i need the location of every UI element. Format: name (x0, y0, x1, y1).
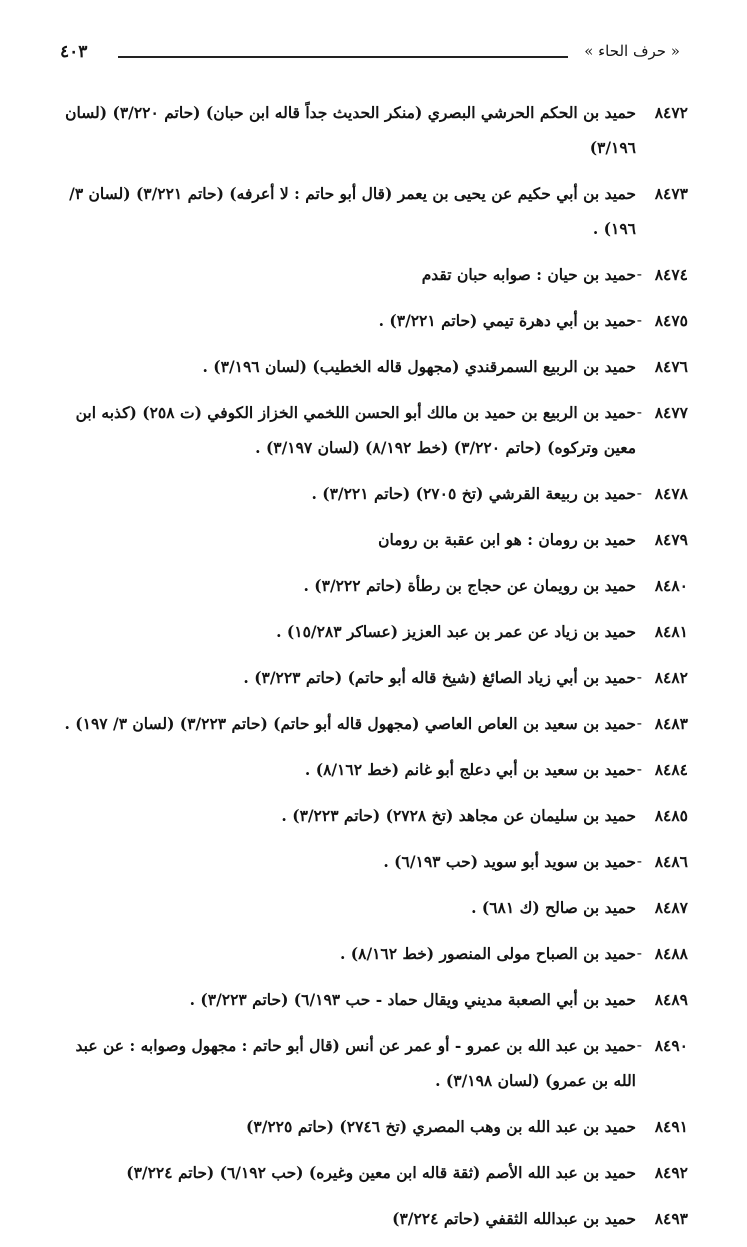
entry-number: ٨٤٧٨ (654, 484, 688, 503)
entry-text: حميد بن الحكم الحرشي البصري (منكر الحديث جداً قاله ابن حبان) (حاتم ٣/٢٢٠) (لسان ٣/١٩٦) (65, 103, 636, 157)
entry-item (58, 1155, 688, 1190)
entry-text: حميد بن سعيد بن أبي دعلج أبو غانم (خط ٨/١٦٢) . (304, 760, 636, 779)
entry-text: حميد بن رومان : هو ابن عقبة بن رومان (378, 530, 636, 549)
entry-text: حميد بن زياد عن عمر بن عبد العزيز (عساكر ١٥/٢٨٣) . (276, 622, 636, 641)
entry-number: ٨٤٩١ (654, 1117, 688, 1136)
entry-number: ٨٤٩٣ (654, 1209, 688, 1228)
entry-text: حميد بن رويمان عن حجاج بن رطأة (حاتم ٣/٢٢٢) . (303, 576, 636, 595)
entry-item (58, 476, 688, 511)
entry-text: حميد بن أبي زياد الصائغ (شيخ قاله أبو حاتم) (حاتم ٣/٢٢٣) . (243, 668, 636, 687)
entry-dash: - (636, 403, 642, 421)
entry-dash: - (636, 944, 642, 962)
entry-number: ٨٤٨٦ (654, 852, 688, 871)
entry-number: ٨٤٨٢ (654, 668, 688, 687)
entry-text: حميد بن الصباح مولى المنصور (خط ٨/١٦٢) . (339, 944, 636, 963)
entry-number: ٨٤٩٠ (654, 1036, 688, 1055)
entry-item (58, 660, 688, 695)
entry-number: ٨٤٨٩ (654, 990, 688, 1009)
entry-number: ٨٤٩٢ (654, 1163, 688, 1182)
entry-number: ٨٤٧٢ (654, 103, 688, 122)
entry-number: ٨٤٨٧ (654, 898, 688, 917)
entry-number: ٨٤٧٣ (654, 184, 688, 203)
entry-text: حميد بن عبد الله بن وهب المصري (تخ ٢٧٤٦) (حاتم ٣/٢٢٥) (246, 1117, 636, 1136)
entry-text: حميد بن أبي حكيم عن يحيى بن يعمر (قال أبو حاتم : لا أعرفه) (حاتم ٣/٢٢١) (لسان ٣/ ١٩٦) . (69, 184, 636, 238)
entry-text: حميد بن سعيد بن العاص العاصي (مجهول قاله أبو حاتم) (حاتم ٣/٢٢٣) (لسان ٣/ ١٩٧) . (64, 714, 636, 733)
entry-number: ٨٤٨٨ (654, 944, 688, 963)
entry-item (58, 395, 688, 465)
page-header (60, 42, 680, 72)
entry-text: حميد بن سويد أبو سويد (حب ٦/١٩٣) . (383, 852, 636, 871)
entry-text: حميد بن سليمان عن مجاهد (تخ ٢٧٢٨) (حاتم ٣/٢٢٣) . (281, 806, 636, 825)
entry-dash: - (636, 760, 642, 778)
entry-item (58, 1109, 688, 1144)
entry-text: حميد بن الربيع بن حميد بن مالك أبو الحسن اللخمي الخزاز الكوفي (ت ٢٥٨) (كذبه ابن معين وتركوه) (حاتم ٣/٢٢٠) (خط ٨/١٩٢) (لسان ٣/١٩٧) . (75, 403, 636, 457)
entry-item (58, 1028, 688, 1098)
entry-item (58, 303, 688, 338)
entry-item (58, 568, 688, 603)
entry-number: ٨٤٨٥ (654, 806, 688, 825)
entry-number: ٨٤٧٩ (654, 530, 688, 549)
entry-item (58, 176, 688, 246)
entry-text: حميد بن أبي دهرة تيمي (حاتم ٣/٢٢١) . (378, 311, 636, 330)
entry-item (58, 257, 688, 292)
entry-number: ٨٤٨١ (654, 622, 688, 641)
entry-number: ٨٤٨٤ (654, 760, 688, 779)
entry-text: حميد بن عبد الله بن عمرو - أو عمر عن أنس (قال أبو حاتم : مجهول وصوابه : عن عبد الله بن عمرو) (لسان ٣/١٩٨) . (75, 1036, 636, 1090)
entry-list (58, 95, 688, 1247)
entry-item (58, 982, 688, 1017)
entry-number: ٨٤٧٤ (654, 265, 688, 284)
entry-text: حميد بن الربيع السمرقندي (مجهول قاله الخطيب) (لسان ٣/١٩٦) . (202, 357, 636, 376)
entry-dash: - (636, 668, 642, 686)
header-rule (118, 56, 568, 58)
entry-text: حميد بن صالح (ك ٦٨١) . (471, 898, 636, 917)
entry-dash: - (636, 714, 642, 732)
entry-item (58, 349, 688, 384)
entry-dash: - (636, 1036, 642, 1054)
entry-item (58, 936, 688, 971)
chapter-title: « حرف الحاء » (584, 42, 680, 60)
entry-text: حميد بن حيان : صوابه حبان تقدم (421, 265, 636, 284)
entry-number: ٨٤٧٥ (654, 311, 688, 330)
entry-item (58, 798, 688, 833)
entry-item (58, 706, 688, 741)
entry-number: ٨٤٧٧ (654, 403, 688, 422)
entry-text: حميد بن عبدالله الثقفي (حاتم ٣/٢٢٤) (392, 1209, 636, 1228)
entry-item (58, 522, 688, 557)
entry-text: حميد بن أبي الصعبة مديني ويقال حماد - حب ٦/١٩٣) (حاتم ٣/٢٢٣) . (189, 990, 636, 1009)
entry-dash: - (636, 852, 642, 870)
entry-item (58, 614, 688, 649)
entry-text: حميد بن عبد الله الأصم (ثقة قاله ابن معين وغيره) (حب ٦/١٩٢) (حاتم ٣/٢٢٤) (126, 1163, 636, 1182)
entry-number: ٨٤٧٦ (654, 357, 688, 376)
page-number: ٤٠٣ (60, 42, 88, 62)
entry-number: ٨٤٨٣ (654, 714, 688, 733)
entry-item (58, 1201, 688, 1236)
entry-number: ٨٤٨٠ (654, 576, 688, 595)
entry-item (58, 890, 688, 925)
entry-dash: - (636, 265, 642, 283)
entry-text: حميد بن ربيعة القرشي (تخ ٢٧٠٥) (حاتم ٣/٢٢١) . (311, 484, 636, 503)
entry-item (58, 95, 688, 165)
entry-dash: - (636, 484, 642, 502)
entry-item (58, 844, 688, 879)
entry-dash: - (636, 311, 642, 329)
entry-item (58, 752, 688, 787)
